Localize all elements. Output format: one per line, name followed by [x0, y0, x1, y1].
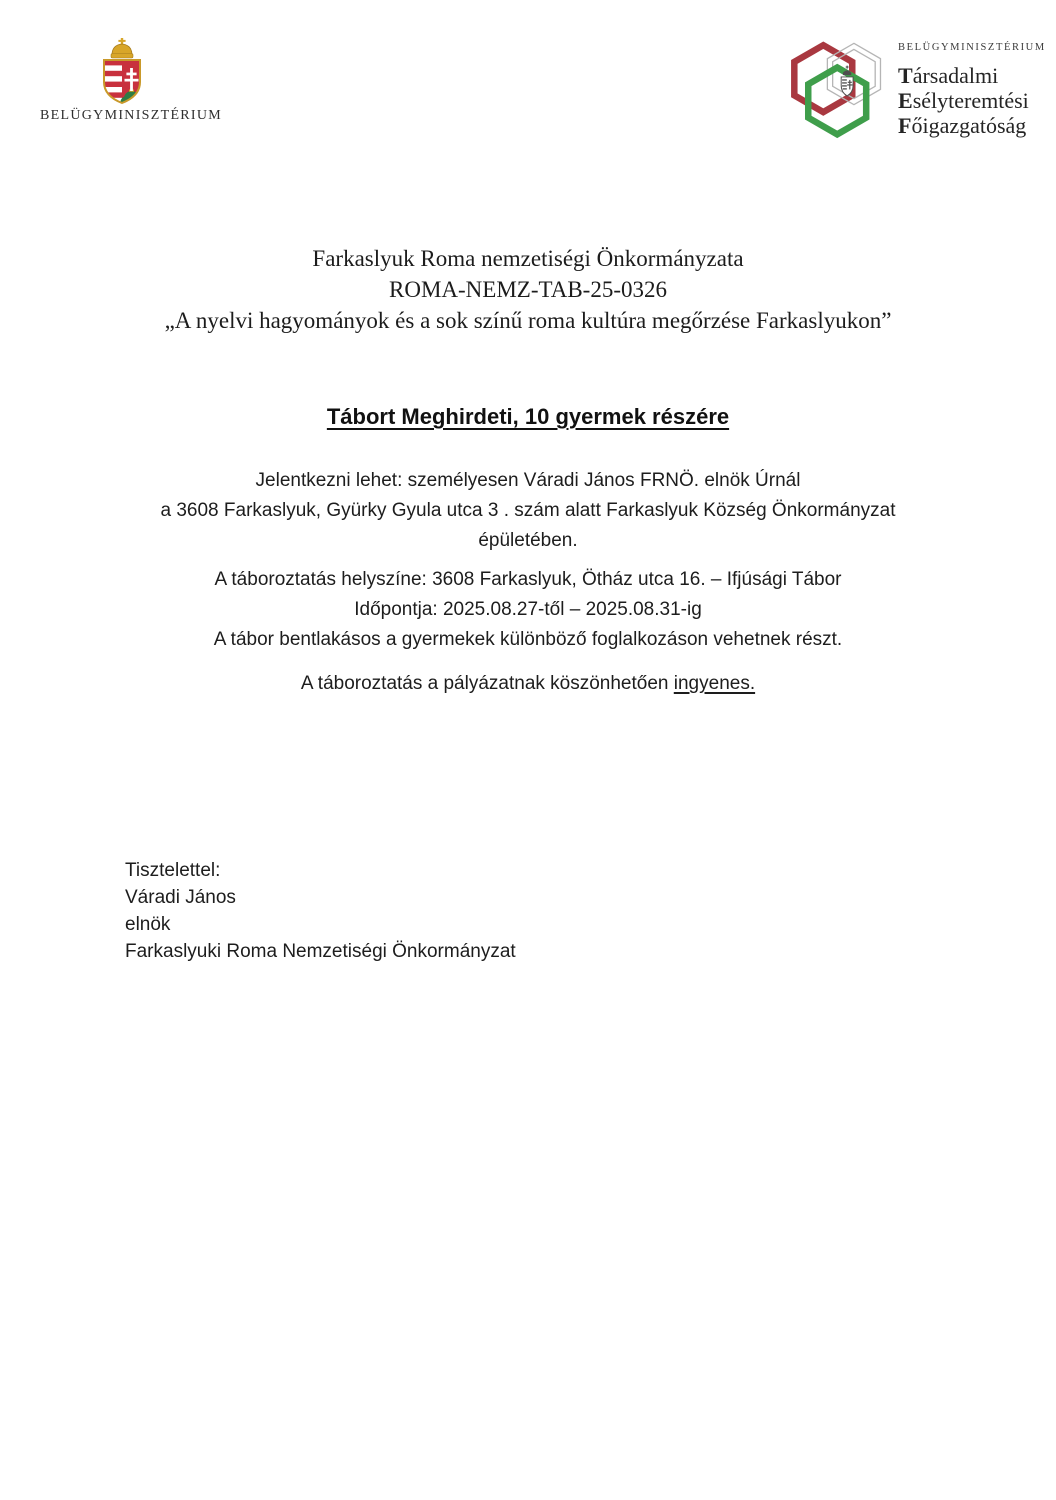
org-initial: E: [898, 88, 913, 113]
tef-org-line-3: [898, 113, 1046, 138]
camp-location-line: A táboroztatás helyszíne: 3608 Farkaslyuk, Ötház utca 16. – Ifjúsági Tábor: [214, 569, 842, 590]
document-title-block: [0, 243, 1056, 336]
tef-org-line-2: [898, 88, 1046, 113]
camp-dates-line: Időpontja: 2025.08.27-től – 2025.08.31-ig: [354, 599, 702, 620]
registration-line: Jelentkezni lehet: személyesen Váradi János FRNÖ. elnök Úrnál: [255, 470, 801, 491]
free-notice-paragraph: [0, 669, 1056, 699]
hungarian-coat-of-arms-icon: [98, 38, 146, 106]
org-rest: őigazgatóság: [911, 113, 1027, 138]
tef-hexagons-icon: [788, 34, 892, 145]
camp-details-paragraph: [0, 565, 1056, 655]
free-notice-underlined: ingyenes.: [673, 673, 756, 694]
announcement-heading: [0, 404, 1056, 430]
signature-role: elnök: [125, 914, 171, 935]
tef-org-line-1: [898, 63, 1046, 88]
registration-line: a 3608 Farkaslyuk, Gyürky Gyula utca 3 . szám alatt Farkaslyuk Község Önkormányzat: [160, 500, 896, 521]
org-initial: F: [898, 113, 912, 138]
signature-organization: Farkaslyuki Roma Nemzetiségi Önkormányzat: [125, 941, 516, 962]
org-rest: ársadalmi: [912, 63, 999, 88]
project-code-line: ROMA-NEMZ-TAB-25-0326: [389, 277, 667, 302]
ministry-caption: BELÜGYMINISZTÉRIUM: [40, 108, 223, 123]
signature-block: [125, 857, 516, 965]
announcement-heading-text: Tábort Meghirdeti, 10 gyermek részére: [326, 404, 730, 429]
free-notice-prefix: A táboroztatás a pályázatnak köszönhetően: [300, 673, 674, 694]
project-title-line: „A nyelvi hagyományok és a sok színű roma kultúra megőrzése Farkaslyukon”: [164, 308, 892, 333]
registration-paragraph: [0, 466, 1056, 556]
tef-logo-text: [898, 34, 1046, 138]
tef-logo-right: [788, 34, 1046, 145]
signature-name: Váradi János: [125, 887, 236, 908]
tef-ministry-label: BELÜGYMINISZTÉRIUM: [898, 42, 1046, 53]
org-rest: sélyteremtési: [912, 88, 1029, 113]
camp-activities-line: A tábor bentlakásos a gyermekek különböző foglalkozáson vehetnek részt.: [213, 629, 843, 650]
ministry-logo-left: [40, 38, 223, 124]
registration-line: épületében.: [478, 530, 578, 551]
org-initial: T: [898, 63, 913, 88]
signature-salutation: Tisztelettel:: [125, 860, 221, 881]
org-name-line: Farkaslyuk Roma nemzetiségi Önkormányzata: [312, 246, 744, 271]
